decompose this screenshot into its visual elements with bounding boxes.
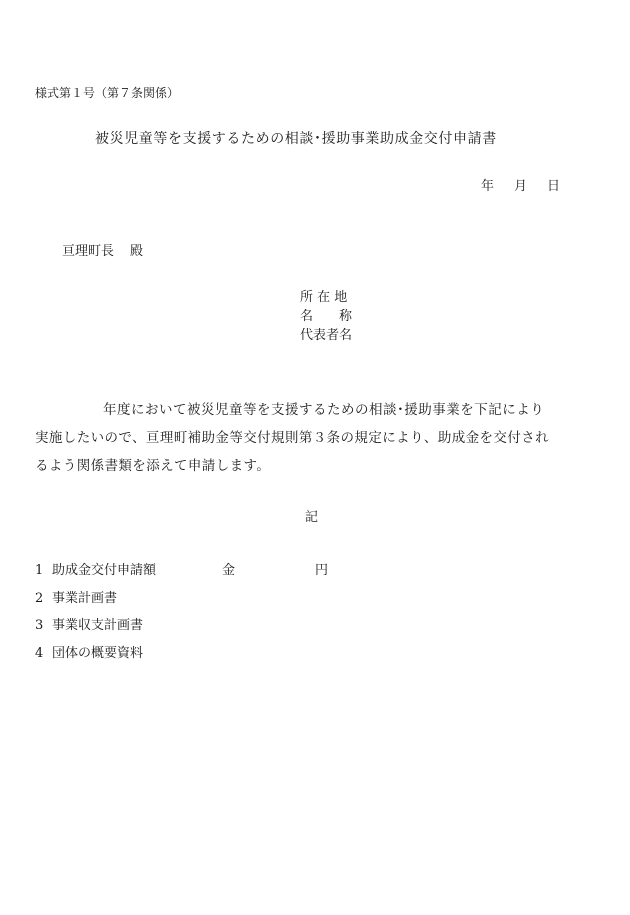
applicant-block xyxy=(300,288,352,345)
addressee-honorific: 殿 xyxy=(130,244,144,259)
item-label: 事業計画書 xyxy=(52,590,118,606)
item-number: 4 xyxy=(35,645,44,661)
form-number: 様式第１号（第７条関係） xyxy=(35,86,180,100)
document-title: 被災児童等を支援するための相談･援助事業助成金交付申請書 xyxy=(95,131,497,147)
name-label: 名 称 xyxy=(300,309,353,324)
statement-line: るよう関係書類を添えて申請します。 xyxy=(35,458,271,474)
date-day: 日 xyxy=(547,179,561,194)
list-item xyxy=(35,587,328,615)
address-label: 所 在 地 xyxy=(300,290,348,305)
list-item xyxy=(35,559,328,587)
item-number: 1 xyxy=(35,563,44,578)
date-year: 年 xyxy=(481,179,495,194)
item-label: 団体の概要資料 xyxy=(52,645,144,661)
date-line xyxy=(481,175,560,194)
application-statement xyxy=(35,396,595,480)
addressee xyxy=(62,240,143,259)
item-label: 助成金交付申請額 xyxy=(52,563,157,578)
item-label: 事業収支計画書 xyxy=(52,618,144,633)
item-number: 2 xyxy=(35,590,44,606)
list-item xyxy=(35,642,328,670)
amount-suffix: 円 xyxy=(315,563,329,578)
statement-line: 年度において被災児童等を支援するための相談･援助事業を下記により xyxy=(103,402,545,418)
attachment-list xyxy=(35,559,328,669)
date-month: 月 xyxy=(514,179,528,194)
item-number: 3 xyxy=(35,618,44,633)
ki-heading: 記 xyxy=(305,510,319,525)
list-item xyxy=(35,614,328,642)
representative-label: 代表者名 xyxy=(300,328,353,343)
statement-line: 実施したいので、亘理町補助金等交付規則第３条の規定により、助成金を交付され xyxy=(35,430,550,446)
amount-prefix: 金 xyxy=(222,563,236,578)
addressee-name: 亘理町長 xyxy=(62,244,115,259)
